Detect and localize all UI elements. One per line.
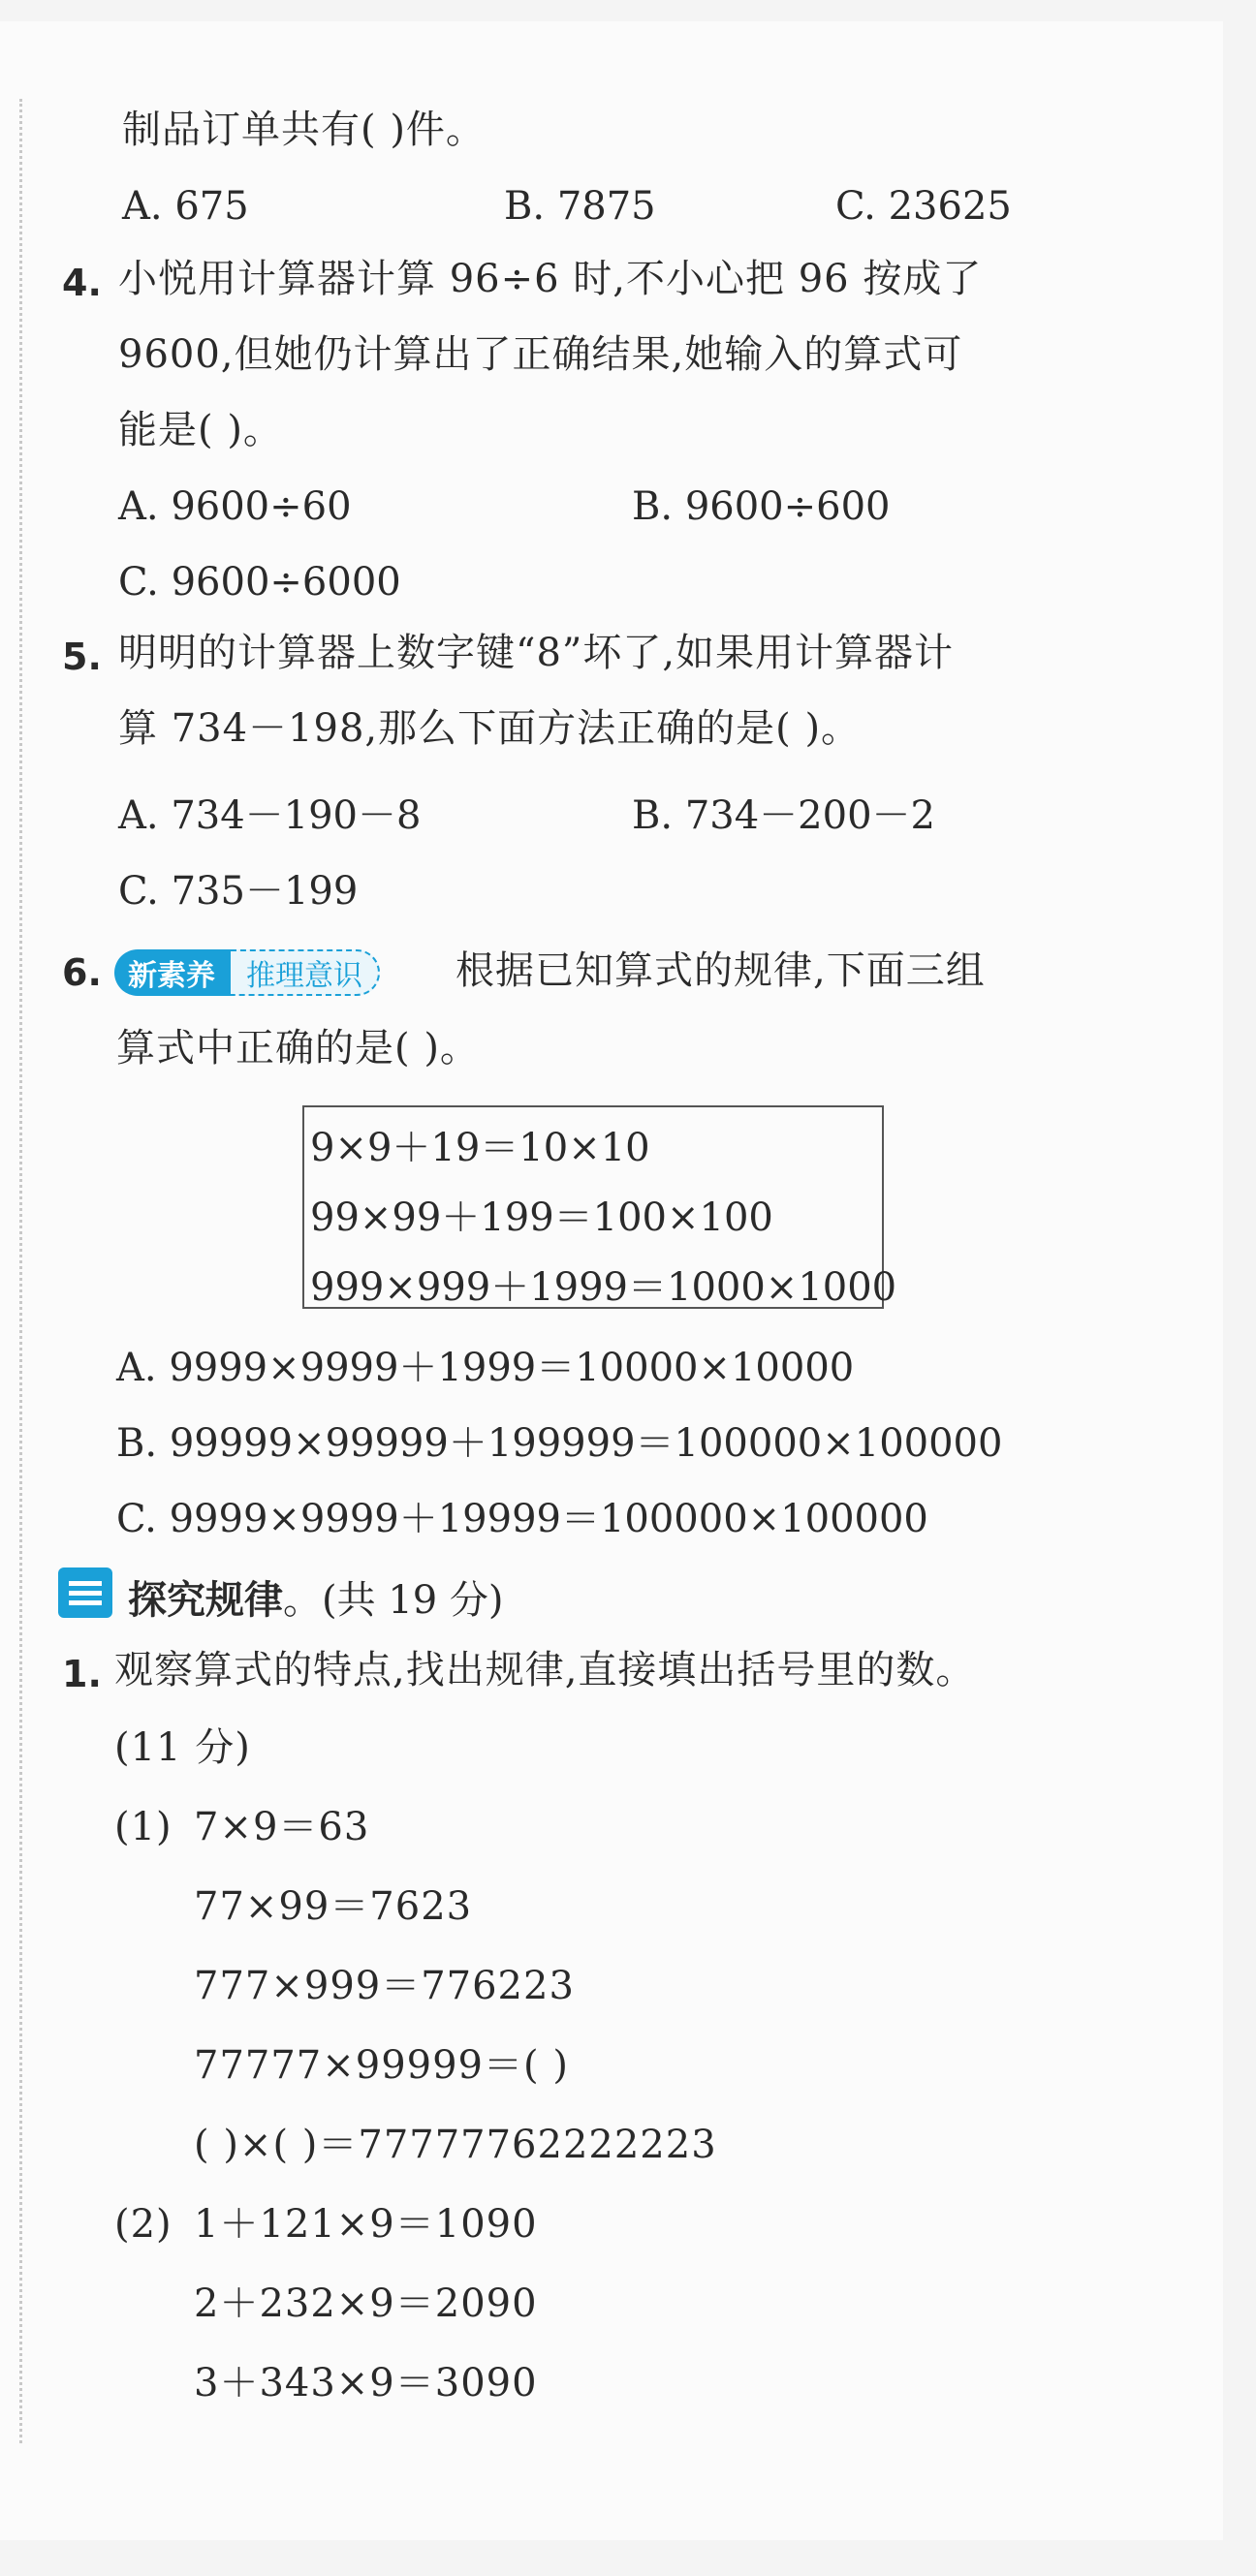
p1-line-2: (11 分)	[114, 1725, 251, 1770]
part1-row-2: 77×99＝7623	[194, 1884, 473, 1929]
part1-row-4[interactable]: 77777×99999＝( )	[194, 2043, 569, 2088]
tag-main-label: 新素养	[114, 949, 231, 996]
part1-row-5[interactable]: ( )×( )＝77777762222223	[194, 2123, 717, 2167]
part2-label: (2)	[114, 2202, 173, 2247]
q5-option-b[interactable]: B. 734－200－2	[632, 793, 935, 838]
q6-number: 6.	[62, 951, 102, 994]
q6-option-a[interactable]: A. 9999×9999＋1999＝10000×10000	[116, 1346, 855, 1390]
q3-option-b[interactable]: B. 7875	[504, 184, 656, 229]
three-lines-icon	[58, 1567, 112, 1618]
q4-option-a[interactable]: A. 9600÷60	[118, 484, 352, 529]
section-title-bold: 探究规律	[128, 1578, 283, 1623]
q4-number: 4.	[62, 262, 102, 304]
q4-option-b[interactable]: B. 9600÷600	[632, 484, 891, 529]
q3-option-a[interactable]: A. 675	[122, 184, 249, 229]
q4-line-2: 9600,但她仍计算出了正确结果,她输入的算式可	[118, 332, 963, 377]
pattern-row-1: 9×9＋19＝10×10	[310, 1126, 650, 1170]
q5-option-c[interactable]: C. 735－199	[118, 869, 359, 914]
pattern-box	[302, 1105, 897, 1310]
q6-option-b[interactable]: B. 99999×99999＋199999＝100000×100000	[116, 1421, 1003, 1466]
new-literacy-tag	[114, 949, 380, 996]
q4-line-3: 能是( )。	[118, 408, 283, 452]
q5-option-a[interactable]: A. 734－190－8	[118, 793, 422, 838]
binding-dotted-line	[19, 99, 22, 2443]
part1-label: (1)	[114, 1805, 173, 1849]
part1-row-3: 777×999＝776223	[194, 1964, 575, 2008]
pattern-row-3: 999×999＋1999＝1000×1000	[310, 1265, 897, 1310]
part2-row-2: 2＋232×9＝2090	[194, 2281, 538, 2326]
q5-line-1: 明明的计算器上数字键“8”坏了,如果用计算器计	[118, 631, 955, 675]
pattern-row-2: 99×99＋199＝100×100	[310, 1195, 773, 1240]
q6-option-c[interactable]: C. 9999×9999＋19999＝100000×100000	[116, 1497, 928, 1541]
q4-option-c[interactable]: C. 9600÷6000	[118, 560, 401, 605]
q3-tail-text: 制品订单共有( )件。	[122, 108, 486, 152]
q5-number: 5.	[62, 636, 102, 678]
part1-row-1: 7×9＝63	[194, 1805, 370, 1849]
part2-row-3: 3＋343×9＝3090	[194, 2361, 538, 2405]
part2-row-1: 1＋121×9＝1090	[194, 2202, 538, 2247]
q3-option-c[interactable]: C. 23625	[835, 184, 1012, 229]
q4-line-1: 小悦用计算器计算 96÷6 时,不小心把 96 按成了	[118, 257, 983, 301]
tag-sub-label: 推理意识	[231, 949, 380, 996]
q6-line-1: 根据已知算式的规律,下面三组	[455, 948, 986, 993]
section-title	[128, 1569, 504, 1625]
p1-number: 1.	[62, 1653, 102, 1695]
p1-line-1: 观察算式的特点,找出规律,直接填出括号里的数。	[114, 1648, 976, 1692]
worksheet-page	[0, 21, 1223, 2540]
q5-line-2: 算 734－198,那么下面方法正确的是( )。	[118, 706, 862, 751]
section-title-rest: 。(共 19 分)	[283, 1578, 504, 1623]
q6-line-2: 算式中正确的是( )。	[116, 1026, 480, 1071]
